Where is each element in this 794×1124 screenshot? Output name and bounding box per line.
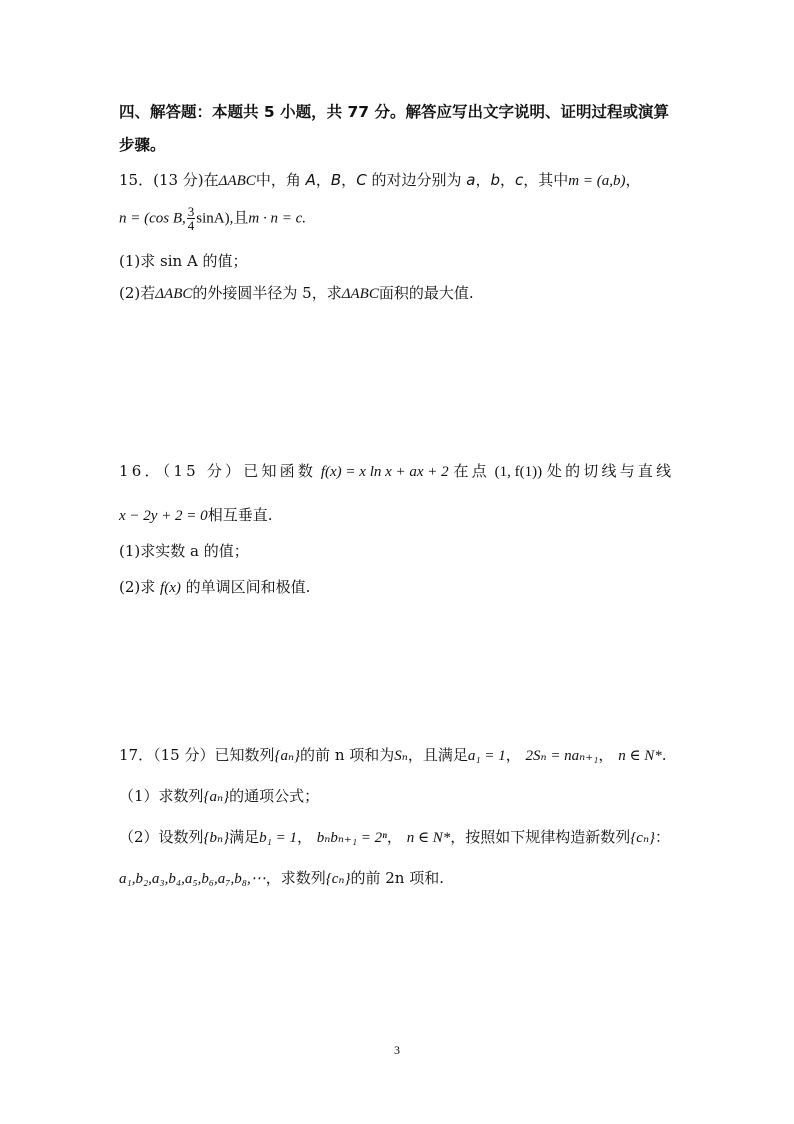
q17-seq-a: {aₙ} xyxy=(274,748,301,764)
q15-dot-eq: m · n = c. xyxy=(248,210,307,227)
q17-cond1: a₁ = 1 xyxy=(467,748,506,764)
q17-line1-a: 已知数列 xyxy=(214,746,275,764)
section-heading-line1: 四、解答题：本题共 5 小题，共 77 分。解答应写出文字说明、证明过程或演算 xyxy=(119,103,669,121)
q17-seq-c: {cₙ} xyxy=(630,830,656,846)
q16-line2 xyxy=(119,505,272,526)
q17-part1-b: 的通项公式； xyxy=(229,787,320,805)
q15-frac-den: 4 xyxy=(187,218,195,233)
q17-part1-seq: {aₙ} xyxy=(203,789,230,805)
q15-fraction xyxy=(187,205,196,232)
q15-text-b: 中，角 xyxy=(255,171,301,189)
q16-part2-a: (2)求 xyxy=(119,578,156,596)
page-number: 3 xyxy=(394,1043,400,1057)
q17-seq-b: {bₙ} xyxy=(203,830,230,846)
q15-part2-c: 面积的最大值. xyxy=(378,284,474,302)
q15-part2-triangle1: ΔABC xyxy=(155,286,193,302)
q15-part2-a: (2)若 xyxy=(119,284,156,302)
q17-line1-b: 的前 n 项和为 xyxy=(300,746,395,764)
q15-n-def-suffix: sinA), xyxy=(196,210,234,227)
q17-line1-c: ，且满足 xyxy=(407,746,468,764)
q16-part2 xyxy=(119,577,310,598)
q15-m-def: m = (a,b) xyxy=(568,173,626,189)
q17-part2-seq-c: {cₙ} xyxy=(325,871,351,887)
q17-cond2: 2Sₙ = naₙ₊₁ xyxy=(525,748,599,764)
q15-line1: 15．(13 分)在ΔABC中，角 A，B，C 的对边分别为 a，b，c，其中m = (a,b)， xyxy=(119,171,641,189)
q17-part2-line1: （2）设数列{bₙ}满足b₁ = 1， bₙbₙ₊₁ = 2ⁿ， n ∈ N*，按照如下规律构造新数列{cₙ}： xyxy=(119,828,671,846)
q16-line1-mid: 在点 xyxy=(453,462,490,480)
q17-cond3: n ∈ N* xyxy=(618,748,662,764)
q15-text-d: ，其中 xyxy=(523,171,569,189)
q15-n-def-prefix: n = (cos B, xyxy=(119,210,186,227)
q16-number: 16．（15 分） xyxy=(119,462,244,480)
q16-part2-fx: f(x) xyxy=(160,580,181,596)
q16-fx-def: f(x) = x ln x + ax + 2 xyxy=(320,464,449,480)
q15-text-c: 的对边分别为 xyxy=(371,171,462,189)
q16-point: (1, f(1)) xyxy=(494,464,543,480)
q15-triangle: ΔABC xyxy=(218,173,256,189)
q15-part2-triangle2: ΔABC xyxy=(341,286,379,302)
q17-part2-d: ，求数列 xyxy=(265,869,326,887)
q16-line1-text: 已知函数 xyxy=(243,462,317,480)
q17-cond3-repeat: n ∈ N* xyxy=(406,830,451,846)
q16-line2-text: 相互垂直. xyxy=(207,506,273,524)
q15-number: 15．(13 分) xyxy=(119,171,204,189)
q15-part1: (1)求 sin A 的值； xyxy=(119,252,248,270)
q15-frac-num: 3 xyxy=(187,204,195,219)
q15-line2 xyxy=(119,205,306,232)
q17-part2-line2 xyxy=(119,868,444,889)
q15-text-e: 且 xyxy=(233,208,249,227)
q17-cond5: bₙbₙ₊₁ = 2ⁿ xyxy=(316,830,387,846)
q16-line1-end: 处的切线与直线 xyxy=(546,462,675,480)
q15-part2 xyxy=(119,283,474,304)
q16-line1 xyxy=(119,461,674,482)
q17-cond4: b₁ = 1 xyxy=(259,830,297,846)
q17-number: 17．（15 分） xyxy=(119,746,215,764)
q16-line2-eq: x − 2y + 2 = 0 xyxy=(119,508,208,524)
q17-part2-b: 满足 xyxy=(229,828,260,846)
q17-Sn: Sₙ xyxy=(394,748,408,764)
q17-seq-list: a₁,b₂,a₃,b₄,a₅,b₆,a₇,b₈,⋯ xyxy=(119,871,266,887)
q17-part1-a: （1）求数列 xyxy=(119,787,204,805)
section-heading-line2: 步骤。 xyxy=(119,136,166,154)
q16-part1: (1)求实数 a 的值； xyxy=(119,542,249,560)
q17-part2-a: （2）设数列 xyxy=(119,828,204,846)
q15-text-a: 在 xyxy=(203,171,219,189)
q15-part2-b: 的外接圆半径为 5，求 xyxy=(192,284,342,302)
q17-part1 xyxy=(119,786,319,807)
q17-part2-c: ，按照如下规律构造新数列 xyxy=(450,828,631,846)
q17-line1: 17．（15 分）已知数列{aₙ}的前 n 项和为Sₙ，且满足a₁ = 1， 2Sₙ = naₙ₊₁， n ∈ N*. xyxy=(119,746,667,764)
q17-part2-e: 的前 2n 项和. xyxy=(350,869,444,887)
q16-part2-b: 的单调区间和极值. xyxy=(185,578,311,596)
